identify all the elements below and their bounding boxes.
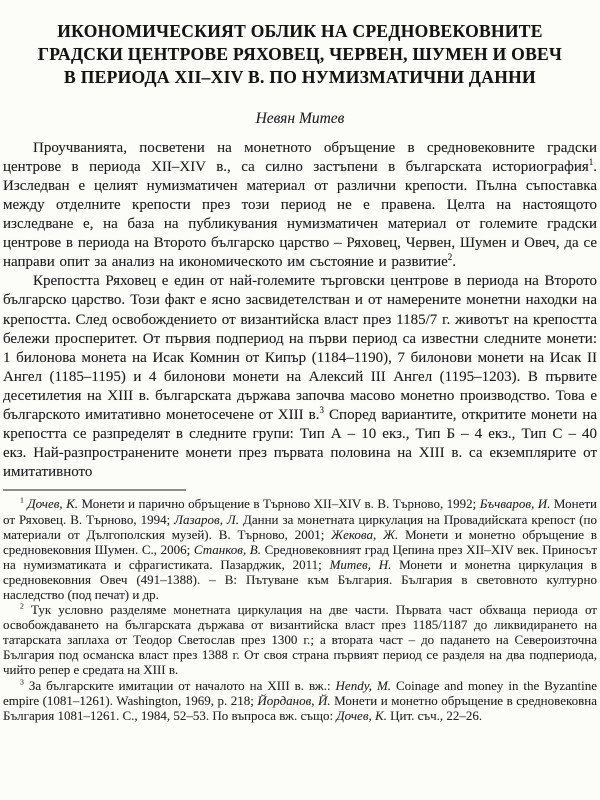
title-line-3: В ПЕРИОДА XII–XIV В. ПО НУМИЗМАТИЧНИ ДАННИ xyxy=(64,66,536,87)
author-name: Невян Митев xyxy=(255,109,345,127)
footnote-2: $^2$ Тук условно разделяме монетната циркулация на две части. Първата част обхваща периода от освобождаването на българската държава от византийска власт през 1185/1187 до ликвидирането на татарската заплаха от Теодор Светослав през 1300 г.; а втората част – до падането на Североизточна България под османска власт през 1388 г. От своя страна първият период се разделя на два подпериода, чийто репер е средата на XIII в. xyxy=(3,601,597,678)
article-title xyxy=(3,20,597,89)
footnotes-section xyxy=(3,496,597,722)
title-line-2: ГРАДСКИ ЦЕНТРОВЕ РЯХОВЕЦ, ЧЕРВЕН, ШУМЕН И ОВЕЧ xyxy=(37,43,563,64)
footnote-3: $^3$ За българските имитации от началото на XIII в. вж.: Hendy, M. Coinage and money in the Byzantine empire (1081–1261). Washington, 1969, p. 218; Йорданов, Й. Монети и монетно обръщение в средновековна България 1081–1261. С., 1984, 52–53. По въпроса вж. също: Дочев, К. Цит. съч., 22–26. xyxy=(3,677,597,723)
footnote-1: $^1$ Дочев, К. Монети и парично обръщение в Търново XII–XIV в. В. Търново, 1992; Бъчваров, И. Монети от Ряховец. В. Търново, 1994; Лазаров, Л. Данни за монетната циркулация на Провадийската крепост (по материали от Дългополския музей). В. Търново, 2001; Жекова, Ж. Монети и монетно обръщение в средновековния Шумен. С., 2006; Станков, В. Средновековният град Цепина през XII–XIV век. Приносът на нумизматиката и сфрагистиката. Пазарджик, 2011; Митев, Н. Монети и монетна циркулация в средновековния Овеч (491–1388). – В: Пътуване към България. България в световното културно наследство (под печат) и др. xyxy=(3,496,597,602)
footnote-separator xyxy=(3,489,186,491)
body-paragraph-2: Крепостта Ряховец е един от най-големите търговски центрове в периода на Второто българско царство. Този факт е ясно засвидетелстван и от намерените монетни находки на крепостта. След освобождението от византийска власт през 1185/7 г. животът на крепостта бележи просперитет. От първия подпериод на първи период са известни следните монети: 1 билонова монета на Исак Комнин от Кипър (1184–1190), 7 билонови монети на Исак II Ангел (1185–1195) и 4 билонови монети на Алексий III Ангел (1195–1203). В първите десетилетия на XIII в. българската държава започва масово монетно производство. Това е българското имитативно монетосечене от XIII в.$^3$ Според вариантите, откритите монети на крепостта се разпределят в следните групи: Тип А – 10 екз., Тип Б – 4 екз., Тип С – 40 екз. Най-разпространените монети през първата половина на XIII в. са екземплярите от имитативното xyxy=(3,273,598,481)
title-line-1: ИКОНОМИЧЕСКИЯТ ОБЛИК НА СРЕДНОВЕКОВНИТЕ xyxy=(57,20,543,41)
article-body xyxy=(3,139,597,483)
body-paragraph-1: Проучванията, посветени на монетното обръщение в средновековните градски центрове в периода XII–XIV в., са силно застъпени в българската историография$^1$. Изследван е целият нумизматичен материал от различни крепости. Пълна съпоставка между отделните крепости през този период не е правена. Целта на настоящото изследване е, на база на публикувания нумизматичен материал от големите градски центрове в периода на Второто българско царство – Ряховец, Червен, Шумен и Овеч, да се направи опит за анализ на икономическото им състояние и развитие$^2$. xyxy=(3,139,597,271)
